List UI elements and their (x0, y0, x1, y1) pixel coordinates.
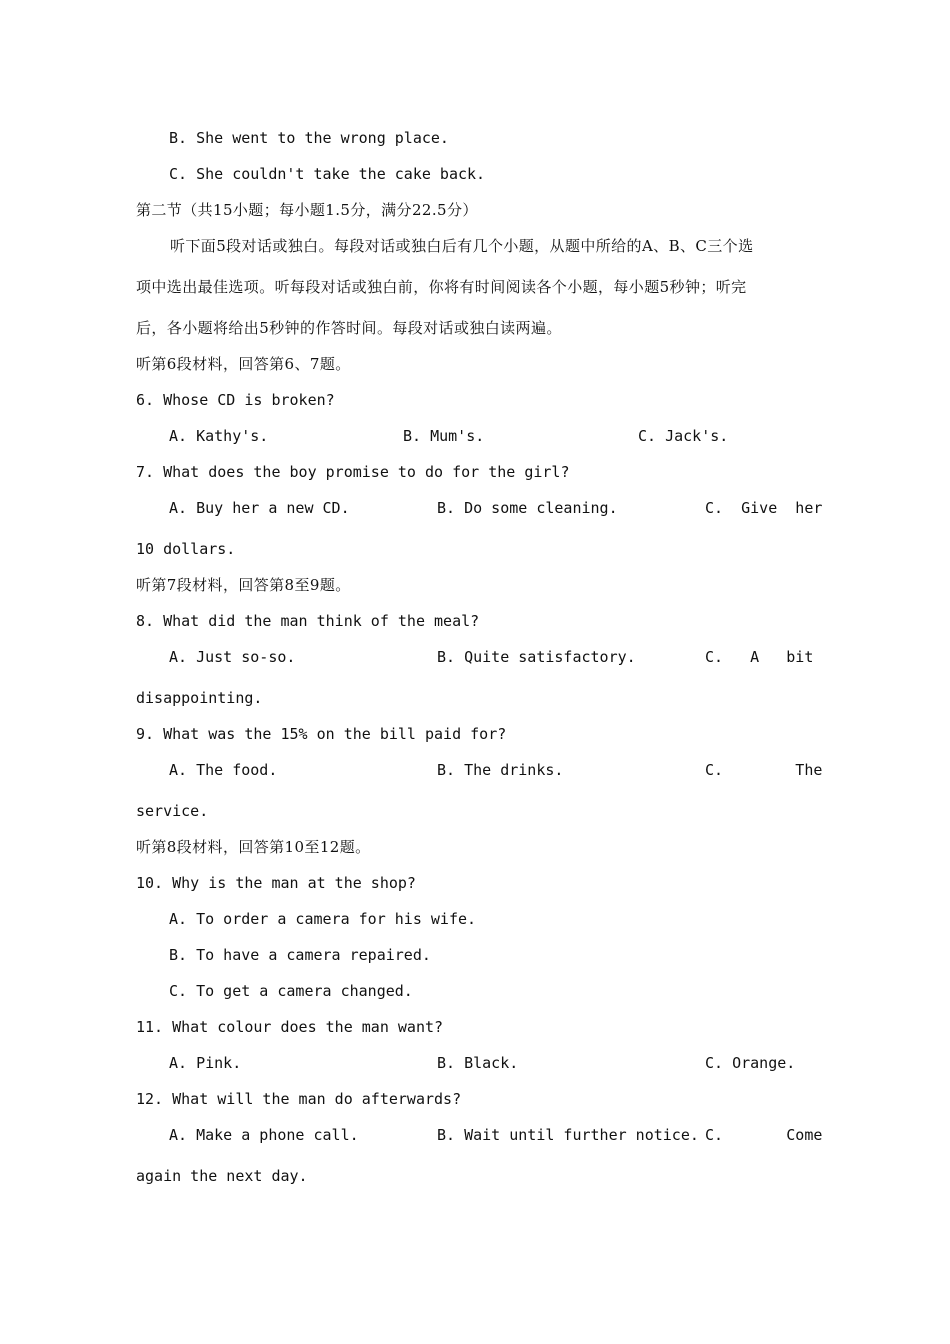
question-7: 7. What does the boy promise to do for the girl? (136, 463, 570, 481)
question-12-option-c-continued: again the next day. (136, 1167, 308, 1185)
question-9-option-c: C. The (705, 761, 823, 779)
instructions-line-1: 听下面5段对话或独白。每段对话或独白后有几个小题，从题中所给的A、B、C三个选 (170, 237, 754, 255)
material-6-header: 听第6段材料，回答第6、7题。 (136, 355, 351, 373)
question-8-option-a: A. Just so-so. (169, 648, 296, 666)
question-12-option-c: C. Come (705, 1126, 823, 1144)
question-6-option-b: B. Mum's. (403, 427, 485, 445)
question-9-option-b: B. The drinks. (437, 761, 564, 779)
material-8-header: 听第8段材料，回答第10至12题。 (136, 838, 371, 856)
question-12-option-a: A. Make a phone call. (169, 1126, 359, 1144)
question-11-option-a: A. Pink. (169, 1054, 242, 1072)
question-9: 9. What was the 15% on the bill paid for? (136, 725, 507, 743)
question-8-option-c: C. A bit (705, 648, 814, 666)
question-7-option-c-continued: 10 dollars. (136, 540, 236, 558)
question-7-option-a: A. Buy her a new CD. (169, 499, 350, 517)
question-12-option-b: B. Wait until further notice. (437, 1126, 699, 1144)
question-11: 11. What colour does the man want? (136, 1018, 444, 1036)
question-7-option-c: C. Give her (705, 499, 823, 517)
question-10-option-a: A. To order a camera for his wife. (169, 910, 477, 928)
question-12: 12. What will the man do afterwards? (136, 1090, 462, 1108)
question-10-option-b: B. To have a camera repaired. (169, 946, 431, 964)
question-10-option-c: C. To get a camera changed. (169, 982, 413, 1000)
question-6: 6. Whose CD is broken? (136, 391, 335, 409)
prev-option-c: C. She couldn't take the cake back. (169, 165, 486, 183)
instructions-line-2: 项中选出最佳选项。听每段对话或独白前，你将有时间阅读各个小题，每小题5秒钟；听完 (136, 278, 747, 296)
question-8-option-c-continued: disappointing. (136, 689, 263, 707)
question-9-option-c-continued: service. (136, 802, 209, 820)
material-7-header: 听第7段材料，回答第8至9题。 (136, 576, 351, 594)
prev-option-b: B. She went to the wrong place. (169, 129, 449, 147)
question-10: 10. Why is the man at the shop? (136, 874, 416, 892)
question-11-option-b: B. Black. (437, 1054, 519, 1072)
question-9-option-a: A. The food. (169, 761, 278, 779)
question-8: 8. What did the man think of the meal? (136, 612, 480, 630)
question-6-option-a: A. Kathy's. (169, 427, 269, 445)
question-6-option-c: C. Jack's. (638, 427, 729, 445)
question-11-option-c: C. Orange. (705, 1054, 796, 1072)
question-8-option-b: B. Quite satisfactory. (437, 648, 636, 666)
instructions-line-3: 后，各小题将给出5秒钟的作答时间。每段对话或独白读两遍。 (136, 319, 562, 337)
section-title: 第二节（共15小题；每小题1.5分，满分22.5分） (136, 201, 478, 219)
question-7-option-b: B. Do some cleaning. (437, 499, 618, 517)
